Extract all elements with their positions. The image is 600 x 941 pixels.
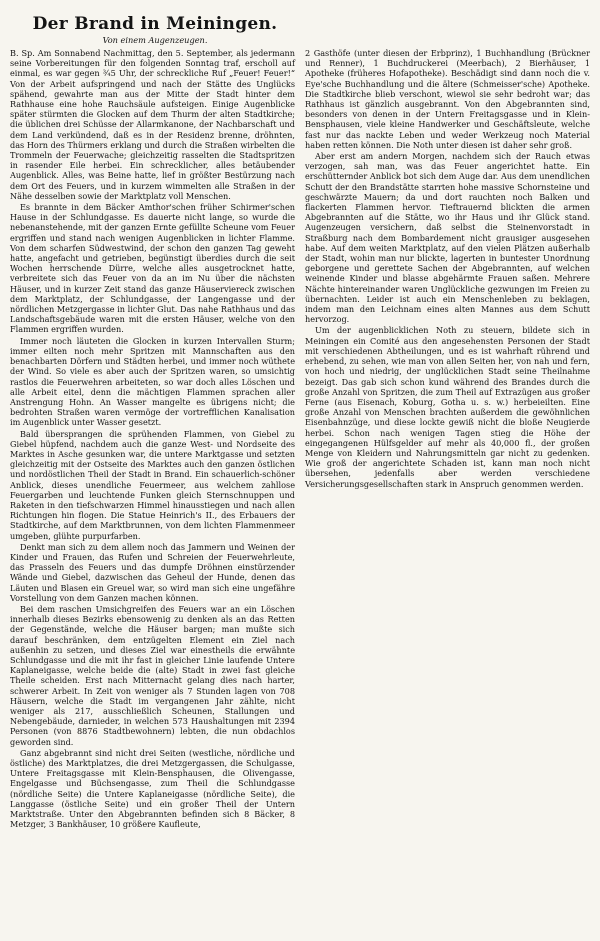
article-subtitle: Von einem Augenzeugen. — [102, 35, 208, 45]
paragraph: Bald übersprangen die sprühenden Flammen, von Giebel zu Giebel hüpfend, nachdem auch die ganze West- und Nordseite des Marktes in Asche gesunken war, die untere Marktgasse und setzten gleichzeitig mit der Ostseite des Marktes auch den ganzen östlichen und nordöstlichen Theil der Stadt in Brand. Ein schauerlich-schöner Anblick, dieses unendliche Feuermeer, aus welchem zahllose Feuergarben und leuchtende Funken gleich Sternschnuppen und Raketen in den tiefschwarzen Himmel hinausstiegen und nach allen Richtungen hin flogen. Die Statue Heinrich's II., des Erbauers der Stadtkirche, auf dem Marktbrunnen, von dem lichten Flammenmeer umgeben, glühte purpurfarben. — [10, 428, 295, 541]
paragraph: Aber erst am andern Morgen, nachdem sich der Rauch etwas verzogen, sah man, was das Feuer angerichtet hatte. Ein erschütternder Anblick bot sich dem Auge dar. Aus dem unendlichen Schutt der den Brandstätte starrten hohe massive Schornsteine und geschwärzte Mauern; da und dort rauchten noch Balken und flackerten Flammen hervor. Tieftrauernd blickten die armen Abgebrannten auf die Stätte, wo ihr Haus und ihr Glück stand. Augenzeugen versichern, daß selbst die Steinenvorstadt in Straßburg nach dem Bombardement nicht grausiger ausgesehen habe. Auf dem weiten Marktplatz, auf den vielen Plätzen außerhalb der Stadt, wohin man nur blickte, lagerten in buntester Unordnung geborgene und gerettete Sachen der Abgebrannten, auf welchen weinende Kinder und blasse abgehärmte Frauen saßen. Mehrere Nächte hintereinander waren Unglückliche gezwungen im Freien zu übernachten. Leider ist auch ein Menschenleben zu beklagen, indem man den Leichnam eines alten Mannes aus dem Schutt hervorzog. — [305, 151, 590, 325]
paragraph: Ganz abgebrannt sind nicht drei Seiten (westliche, nördliche und östliche) des Marktplatzes, die drei Metzgergassen, die Schulgasse, Untere Freitagsgasse mit Klein-Bensphausen, die Olivengasse, Engelgasse und Büchsengasse, zum Theil die Schlundgasse (nördliche Seite) die Untere Kaplaneigasse (nördliche Seite), die Langgasse (östliche Seite) und ein großer Theil der Untern Marktstraße. Unter den Abgebrannten befinden sich 8 Bäcker, 8 Metzger, 3 Bankhäuser, 10 größere Kaufleute, — [10, 747, 295, 830]
right-column — [305, 48, 590, 830]
paragraph: Es brannte in dem Bäcker Amthor'schen früher Schirmer'schen Hause in der Schlundgasse. Es dauerte nicht lange, so wurde die nebenanstehende, mit der ganzen Ernte gefüllte Scheune vom Feuer ergriffen und stand nach wenigen Augenblicken in lichter Flamme. Von dem scharfen Südwestwind, der schon den ganzen Tag geweht hatte, angefacht und getrieben, begünstigt überdies durch die seit Wochen herrschende Dürre, welche alles ausgetrocknet hatte, verbreitete sich das Feuer von da an im Nu über die nächsten Häuser, und in kurzer Zeit stand das ganze Häuserviereck zwischen dem Marktplatz, der Schlundgasse, der Langengasse und der nördlichen Metzgergasse in lichter Glut. Das nahe Rathhaus und das Landschaftsgebäude waren mit die ersten Häuser, welche von den Flammen ergriffen wurden. — [10, 202, 295, 335]
paragraph: B. Sp. Am Sonnabend Nachmittag, den 5. September, als jedermann seine Vorbereitungen für den folgenden Sonntag traf, erscholl auf einmal, es war gegen ¾5 Uhr, der schreckliche Ruf „Feuer! Feuer!“ Von der Arbeit aufspringend und nach der Stätte des Unglücks spähend, gewahrte man aus der Mitte der Stadt hinter dem Rathhause eine hohe Rauchsäule aufsteigen. Einige Augenblicke später stürmten die Glocken auf dem Thurm der alten Stadtkirche; die üblichen drei Schüsse der Allarmkanone, der Nachbarschaft und dem Land verkündend, daß es in der Residenz brenne, dröhnten, das Horn des Thürmers erklang und durch die Straßen wirbelten die Trommeln der Feuerwache; gleichzeitig rasselten die Stadtspritzen in rasender Eile herbei. Ein schrecklicher, alles betäubender Augenblick. Alles, was Beine hatte, lief in größter Bestürzung nach dem Ort des Feuers, und in kurzem wimmelten alle Straßen in der Nähe desselben sowie der Marktplatz voll Menschen. — [10, 48, 295, 201]
article-columns — [10, 48, 590, 830]
paragraph: 2 Gasthöfe (unter diesen der Erbprinz), 1 Buchhandlung (Brückner und Renner), 1 Buchdruckerei (Meerbach), 2 Bierhäuser, 1 Apotheke (früheres Hofapotheke). Beschädigt sind dann noch die v. Eye'sche Buchhandlung und die ältere (Schmeisser'sche) Apotheke. Die Stadtkirche blieb verschont, wiewol sie sehr bedroht war; das Rathhaus ist gänzlich ausgebrannt. Von den Abgebrannten sind, besonders von denen in der Untern Freitagsgasse und in Klein-Bensphausen, viele kleine Handwerker und Geschäftsleute, welche fast nur das nackte Leben und weder Werkzeug noch Material haben retten können. Die Noth unter diesen ist daher sehr groß. — [305, 48, 590, 150]
paragraph: Bei dem raschen Umsichgreifen des Feuers war an ein Löschen innerhalb dieses Bezirks ebensowenig zu denken als an das Retten der Gegenstände, welche die Häuser bargen; man mußte sich darauf beschränken, dem entzügelten Element ein Ziel nach außenhin zu setzen, und dieses Ziel war einestheils die erwähnte Schlundgasse und die mit ihr fast in gleicher Linie laufende Untere Kaplaneigasse, welche beide die (alte) Stadt in zwei fast gleiche Theile scheiden. Erst nach Mitternacht gelang dies nach harter, schwerer Arbeit. In Zeit von weniger als 7 Stunden lagen von 708 Häusern, welche die Stadt im vergangenen Jahr zählte, nicht weniger als 217, ausschließlich Scheunen, Stallungen und Nebengebäude, darnieder, in welchen 573 Haushaltungen mit 2394 Personen (von 8876 Stadtbewohnern) lebten, die nun obdachlos geworden sind. — [10, 603, 295, 747]
article-title: Der Brand in Meiningen. — [32, 14, 278, 34]
paragraph: Um der augenblicklichen Noth zu steuern, bildete sich in Meiningen ein Comité aus den angesehensten Personen der Stadt mit verschiedenen Abtheilungen, und es ist wahrhaft rührend und erhebend, zu sehen, wie man von allen Seiten her, von nah und fern, von hoch und niedrig, der unglücklichen Stadt seine Theilnahme bezeigt. Das gab sich schon kund während des Brandes durch die große Anzahl von Spritzen, die zum Theil auf Extrazügen aus großer Ferne (aus Eisenach, Koburg, Gotha u. s. w.) herbeieilten. Eine große Anzahl von Menschen brachten außerdem die gewöhnlichen Eisenbahnzüge, und diese lockte gewiß nicht die bloße Neugierde herbei. Schon nach wenigen Tagen stieg die Höhe der eingegangenen Hülfsgelder auf mehr als 40,000 fl., der großen Menge von Kleidern und Nahrungsmitteln gar nicht zu gedenken. Wie groß der angerichtete Schaden ist, kann man noch nicht übersehen, jedenfalls aber werden verschiedene Versicherungsgesellschaften stark in Anspruch genommen werden. — [305, 325, 590, 489]
paragraph: Immer noch läuteten die Glocken in kurzen Intervallen Sturm; immer eilten noch mehr Spritzen mit Mannschaften aus den benachbarten Dörfern und Städten herbei, und immer noch wüthete der Wind. So viele es aber auch der Spritzen waren, so umsichtig rastlos die Feuerwehren arbeiteten, so war doch alles Löschen und alle Arbeit eitel, denn die mächtigen Flammen sprachen aller Anstrengung Hohn. An Wasser mangelte es übrigens nicht; die bedrohten Straßen waren vermöge der vortrefflichen Kanalisation im Augenblick unter Wasser gesetzt. — [10, 335, 295, 428]
left-column — [10, 48, 295, 830]
paragraph: Denkt man sich zu dem allem noch das Jammern und Weinen der Kinder und Frauen, das Rufen und Schreien der Feuerwehrleute, das Prasseln des Feuers und das dumpfe Dröhnen einstürzender Wände und Giebel, dazwischen das Geheul der Hunde, denen das Läuten und Blasen ein Greuel war, so wird man sich eine ungefähre Vorstellung von dem Ganzen machen können. — [10, 541, 295, 603]
